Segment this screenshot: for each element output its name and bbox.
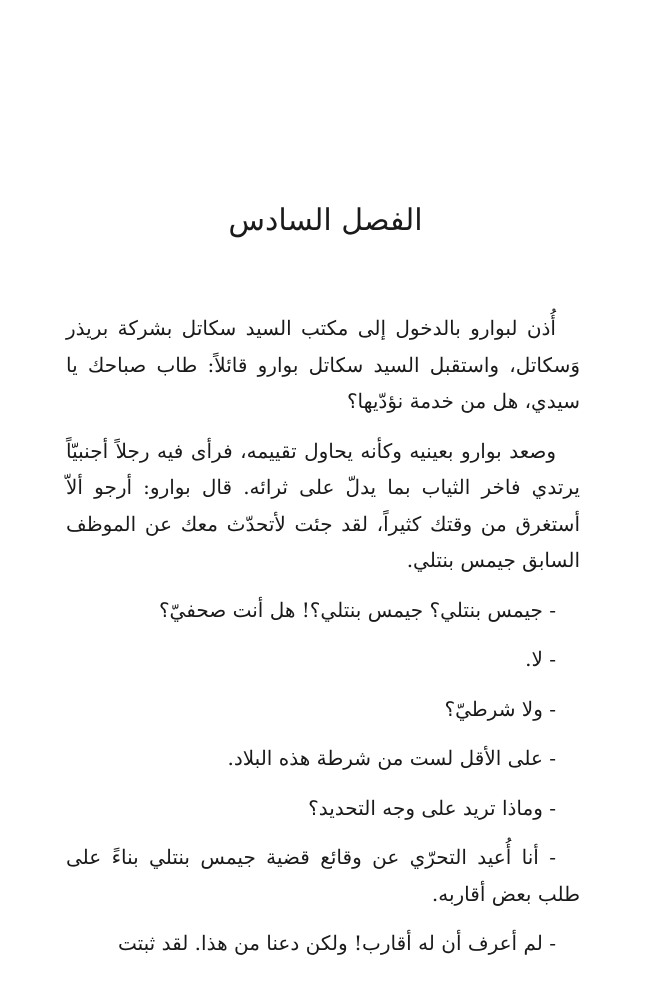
dialogue-line-6: - أنا أُعيد التحرّي عن وقائع قضية جيمس بنتلي بناءً على طلب بعض أقاربه.	[66, 845, 580, 906]
body-text	[66, 310, 580, 975]
dialogue-line-5: - وماذا تريد على وجه التحديد؟	[308, 795, 556, 820]
paragraph-2: وصعد بوارو بعينيه وكأنه يحاول تقييمه، فرأى فيه رجلاً أجنبيّاً يرتدي فاخر الثياب بما يدلّ على ثرائه. قال بوارو: أرجو ألاّ أستغرق من وقتك كثيراً، لقد جئت لأتحدّث معك عن الموظف السابق جيمس بنتلي.	[66, 438, 580, 572]
dialogue-line-2: - لا.	[525, 647, 556, 671]
dialogue-line-7: - لم أعرف أن له أقارب! ولكن دعنا من هذا. لقد ثبتت	[117, 931, 556, 955]
dialogue-line-3: - ولا شرطيّ؟	[444, 696, 556, 721]
dialogue-line-4: - على الأقل لست من شرطة هذه البلاد.	[227, 746, 556, 770]
chapter-title: الفصل السادس	[228, 203, 423, 238]
dialogue-line-1: - جيمس بنتلي؟ جيمس بنتلي؟! هل أنت صحفيّ؟	[158, 597, 556, 622]
paragraph-1: أُذن لبوارو بالدخول إلى مكتب السيد سكاتل بشركة بريذر وَسكاتل، واستقبل السيد سكاتل بوارو قائلاً: طاب صباحك يا سيدي، هل من خدمة نؤدّيها؟	[66, 316, 580, 413]
